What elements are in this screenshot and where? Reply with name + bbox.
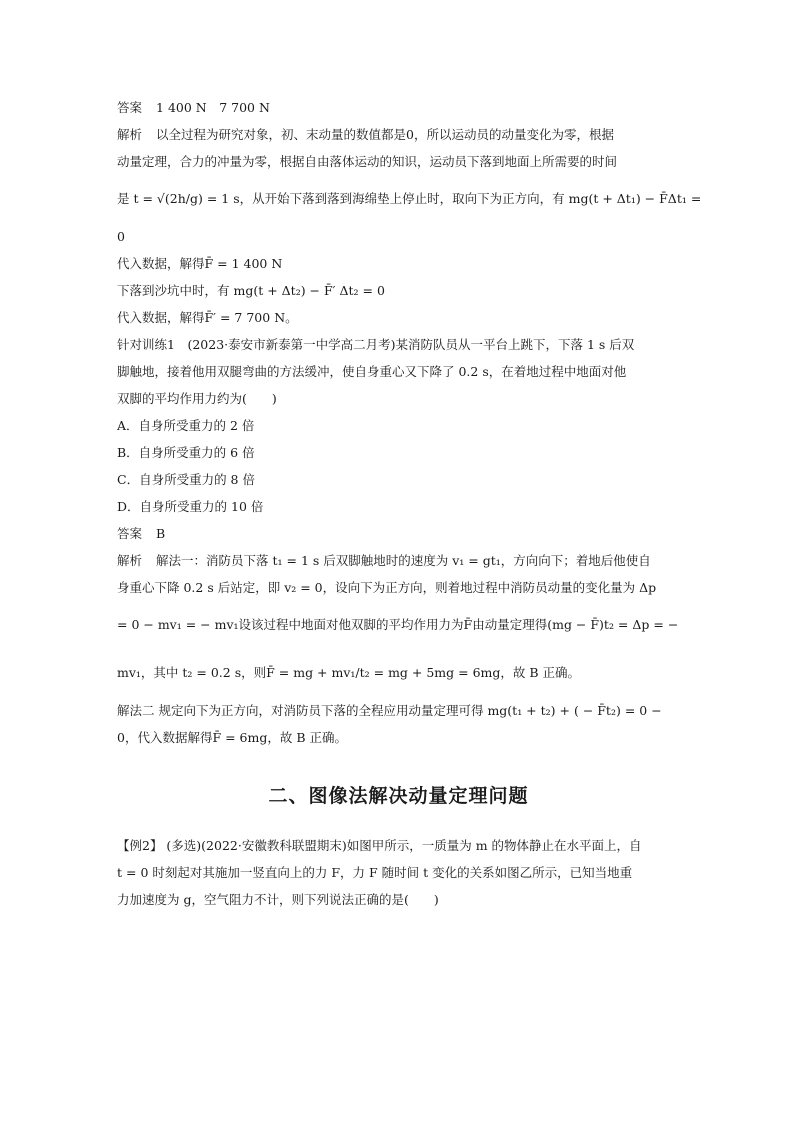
option-b: B．自身所受重力的 6 倍 bbox=[117, 445, 255, 460]
training-question-line: 脚触地，接着他用双腿弯曲的方法缓冲，使自身重心又下降了 0.2 s，在着地过程中地面对他 bbox=[117, 364, 627, 379]
answer-label: 答案 bbox=[117, 100, 143, 115]
option-d: D．自身所受重力的 10 倍 bbox=[117, 499, 264, 514]
formula-line: mv₁，其中 t₂ = 0.2 s，则F̄ = mg + mv₁/t₂ = mg + 5mg = 6mg，故 B 正确。 bbox=[117, 665, 581, 680]
example-line: 力加速度为 g，空气阻力不计，则下列说法正确的是( ) bbox=[117, 892, 439, 907]
text-line: 身重心下降 0.2 s 后站定，即 v₂ = 0，设向下为正方向，则着地过程中消防员动量的变化量为 Δp bbox=[117, 580, 657, 595]
option-a: A．自身所受重力的 2 倍 bbox=[117, 418, 255, 433]
training-question-line: 双脚的平均作用力约为( ) bbox=[117, 391, 277, 406]
answer-value: B bbox=[156, 526, 166, 541]
answer-value: 1 400 N 7 700 N bbox=[156, 100, 270, 115]
answer-line-1 bbox=[117, 94, 680, 121]
analysis-text: 解法一：消防员下落 t₁ = 1 s 后双脚触地时的速度为 v₁ = gt₁，方向向下；着地后他使自 bbox=[156, 553, 651, 568]
text-line: 0 bbox=[117, 229, 125, 244]
text-line: 0，代入数据解得F̄ = 6mg，故 B 正确。 bbox=[117, 730, 347, 745]
text-line: 解法二 规定向下为正方向，对消防员下落的全程应用动量定理可得 mg(t₁ + t₂) + ( − F̄t₂) = 0 − bbox=[117, 703, 662, 718]
option-c: C．自身所受重力的 8 倍 bbox=[117, 472, 255, 487]
answer-label: 答案 bbox=[117, 526, 143, 541]
analysis-text: 以全过程为研究对象，初、末动量的数值都是0，所以运动员的动量变化为零，根据 bbox=[156, 127, 614, 142]
analysis-line bbox=[117, 547, 680, 574]
analysis-label: 解析 bbox=[117, 553, 143, 568]
formula-line: 是 t = √(2h/g) = 1 s，从开始下落到落到海绵垫上停止时，取向下为正方向，有 mg(t + Δt₁) − F̄Δt₁ = bbox=[117, 191, 702, 206]
analysis-label: 解析 bbox=[117, 127, 143, 142]
text-line: = 0 − mv₁ = − mv₁设该过程中地面对他双脚的平均作用力为F̄由动量定理得(mg − F̄)t₂ = Δp = − bbox=[117, 617, 679, 632]
section-title: 二、图像法解决动量定理问题 bbox=[268, 785, 529, 807]
example-line: 【例2】 (多选)(2022·安徽教科联盟期末)如图甲所示，一质量为 m 的物体静止在水平面上，自 bbox=[117, 838, 642, 853]
training-question-line: 针对训练1 (2023·泰安市新泰第一中学高二月考)某消防队员从一平台上跳下，下落 1 s 后双 bbox=[117, 337, 635, 352]
answer-line-2 bbox=[117, 520, 680, 547]
text-line: 动量定理，合力的冲量为零，根据自由落体运动的知识，运动员下落到地面上所需要的时间 bbox=[117, 154, 618, 169]
text-line: 代入数据，解得F̄ = 1 400 N bbox=[117, 256, 283, 271]
analysis-line bbox=[117, 121, 680, 148]
text-line: 下落到沙坑中时，有 mg(t + Δt₂) − F̄′ Δt₂ = 0 bbox=[117, 283, 385, 298]
page-content bbox=[117, 94, 702, 913]
example-line: t = 0 时刻起对其施加一竖直向上的力 F，力 F 随时间 t 变化的关系如图乙所示，已知当地重 bbox=[117, 865, 633, 880]
text-line: 代入数据，解得F̄′ = 7 700 N。 bbox=[117, 310, 298, 325]
